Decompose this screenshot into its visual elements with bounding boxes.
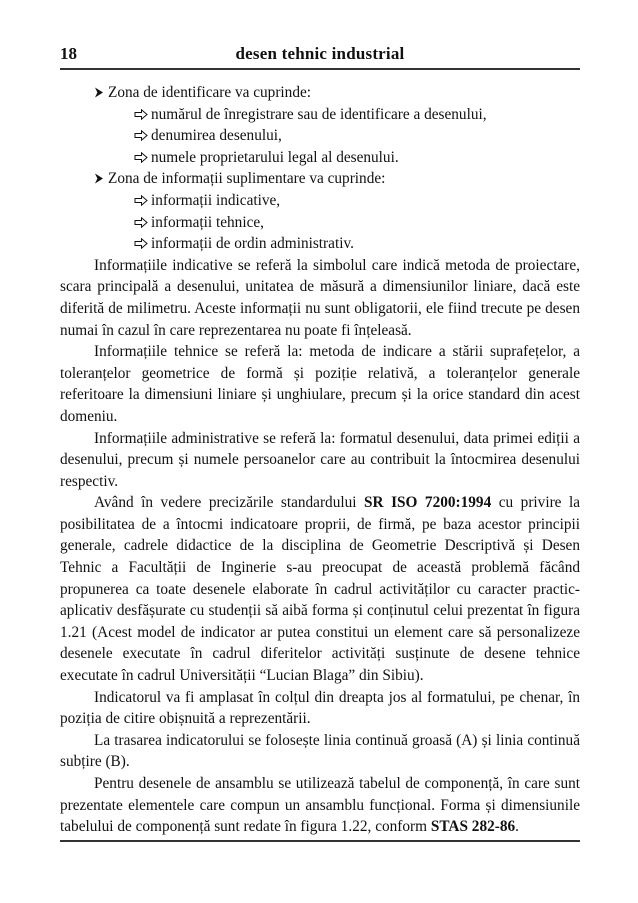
list-item <box>60 233 580 255</box>
standard-reference: SR ISO 7200:1994 <box>364 494 492 512</box>
paragraph-indicator-placement: Indicatorul va fi amplasat în colțul din dreapta jos al formatului, pe chenar, în poziția de citire obișnuită a reprezentării. <box>60 688 580 728</box>
paragraph-text: Având în vedere precizările standardului <box>94 494 364 512</box>
list-item-text: numele proprietarului legal al desenului. <box>151 148 399 166</box>
list-item <box>60 125 580 147</box>
standard-reference: STAS 282-86 <box>430 818 516 836</box>
paragraph-standard-sr-iso <box>60 492 580 686</box>
list-item <box>60 147 580 169</box>
paragraph-component-table <box>60 773 580 838</box>
list-item-text: numărul de înregistrare sau de identificare a desenului, <box>151 105 487 123</box>
list-item <box>60 212 580 234</box>
triangle-bullet-icon <box>94 82 108 104</box>
paragraph-line-types: La trasarea indicatorului se folosește linia continuă groasă (A) și linia continuă subțire (B). <box>60 731 580 771</box>
triangle-bullet-icon <box>94 168 108 190</box>
page-header <box>60 40 580 68</box>
list-item-text: informații tehnice, <box>151 213 264 231</box>
paragraph-administrative-info: Informațiile administrative se referă la: formatul desenului, data primei ediții a desenului, precum și numele persoanelor care au contribuit la întocmirea desenului respectiv. <box>60 429 580 490</box>
paragraph-technical-info: Informațiile tehnice se referă la: metoda de indicare a stării suprafețelor, a toleranțelor geometrice de formă și poziție relativă, a toleranțelor generale referitoare la dimensiuni liniare și unghiulare, precum și la orice standard din acest domeniu. <box>60 343 580 425</box>
arrow-bullet-icon <box>134 125 151 147</box>
arrow-bullet-icon <box>134 147 151 169</box>
list-item-text: informații de ordin administrativ. <box>151 235 354 253</box>
list-item-text: informații indicative, <box>151 191 281 209</box>
list-heading <box>60 82 580 104</box>
arrow-bullet-icon <box>134 190 151 212</box>
arrow-bullet-icon <box>134 233 151 255</box>
list-item <box>60 104 580 126</box>
list-item-text: denumirea desenului, <box>151 127 282 145</box>
paragraph-indicative-info: Informațiile indicative se referă la simbolul care indică metoda de proiectare, scara principală a desenului, unitatea de măsură a dimensiunilor liniare, dacă este diferită de milimetru. Aceste informații nu sunt obligatorii, ele fiind trecute pe desen numai în cazul în care reprezentarea nu poate fi înțeleasă. <box>60 256 580 339</box>
list-heading-text: Zona de informații suplimentare va cuprinde: <box>108 170 386 188</box>
header-rule <box>60 68 580 70</box>
arrow-bullet-icon <box>134 104 151 126</box>
arrow-bullet-icon <box>134 212 151 234</box>
list-heading <box>60 168 580 190</box>
footer-rule <box>60 840 580 842</box>
page-body <box>60 82 580 838</box>
running-title: desen tehnic industrial <box>235 44 405 63</box>
paragraph-text: Pentru desenele de ansamblu se utilizează tabelul de componență, în care sunt prezentate elementele care compun un ansamblu funcțional. Forma și dimensiunile tabelului de componență sunt redate în figura 1.22, conform <box>60 775 580 836</box>
paragraph-text: . <box>515 818 519 836</box>
list-heading-text: Zona de identificare va cuprinde: <box>108 84 312 101</box>
list-item <box>60 190 580 212</box>
page-number: 18 <box>60 44 77 63</box>
paragraph-text: cu privire la posibilitatea de a întocmi indicatoare proprii, de firmă, pe baza acestor principii generale, cadrele didactice de la disciplina de Geometrie Descriptivă și Desen Tehnic a Facultății de Inginerie s-au preocupat de această problemă făcând propunerea ca toate desenele elaborate în cadrul activităților cu caracter practic-aplicativ desfășurate cu studenții să aibă forma și conținutul celui prezentat în figura 1.21 (Acest model de indicator ar putea constitui un element care să personalizeze desenele executate în cadrul diferitelor activități susținute de desene tehnice executate în cadrul Universității “Lucian Blaga” din Sibiu). <box>60 494 580 685</box>
